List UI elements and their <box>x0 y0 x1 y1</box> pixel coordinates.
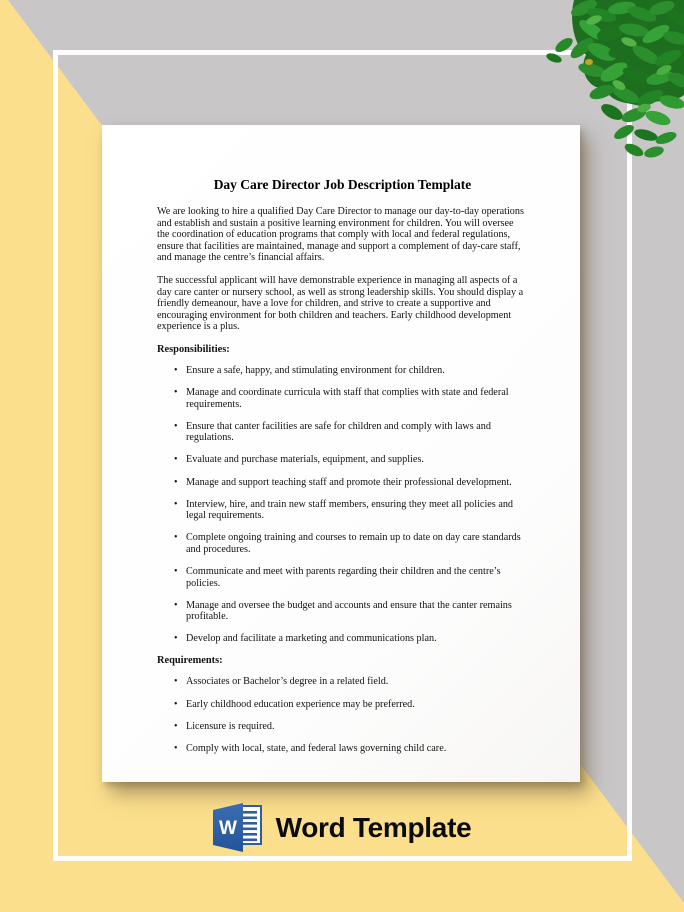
responsibility-item: • Ensure that canter facilities are safe for children and comply with laws and regulations. <box>157 421 528 444</box>
responsibility-item: • Complete ongoing training and courses to remain up to date on day care standards and procedures. <box>157 532 528 555</box>
requirement-item: • Associates or Bachelor’s degree in a related field. <box>157 676 528 688</box>
responsibilities-heading: Responsibilities: <box>157 343 230 355</box>
responsibility-item: • Evaluate and purchase materials, equipment, and supplies. <box>157 454 528 466</box>
document-page <box>102 125 580 782</box>
word-icon <box>213 800 263 856</box>
requirements-heading: Requirements: <box>157 655 223 667</box>
document-title: Day Care Director Job Description Template <box>213 177 472 192</box>
word-icon-letter: W <box>218 818 237 839</box>
responsibility-item: • Communicate and meet with parents regarding their children and the centre’s policies. <box>157 566 528 589</box>
intro-paragraph-1: We are looking to hire a qualified Day Care Director to manage our day-to-day operations and establish and sustain a positive learning environment for children. You will oversee the coordination of education programs that comply with local and federal regulations, ensure that facilities are maintained, manage and support a complement of day-care staff, and manage the centre’s financial affairs. <box>157 206 524 264</box>
document-body <box>157 206 528 754</box>
responsibilities-list <box>157 365 528 645</box>
responsibility-item: • Manage and support teaching staff and promote their professional development. <box>157 477 528 489</box>
responsibility-item: • Develop and facilitate a marketing and communications plan. <box>157 633 528 645</box>
intro-paragraph-2: The successful applicant will have demonstrable experience in managing all aspects of a day care canter or nursery school, as well as strong leadership skills. You should display a friendly demeanour, have a love for children, and strive to create a supportive and encouraging environment for both children and teachers. Early childhood development experience is a plus. <box>157 274 524 333</box>
document-content <box>102 125 580 754</box>
brand-logo <box>0 797 684 859</box>
requirement-item: • Licensure is required. <box>157 721 528 733</box>
responsibility-item: • Manage and coordinate curricula with staff that complies with state and federal requirements. <box>157 387 528 410</box>
plant-decoration-image <box>534 0 684 165</box>
responsibility-item: • Manage and oversee the budget and accounts and ensure that the canter remains profitable. <box>157 600 528 623</box>
requirement-item: • Comply with local, state, and federal laws governing child care. <box>157 743 528 755</box>
requirement-item: • Early childhood education experience may be preferred. <box>157 699 528 711</box>
requirements-list <box>157 676 528 754</box>
responsibility-item: • Ensure a safe, happy, and stimulating environment for children. <box>157 365 528 377</box>
responsibility-item: • Interview, hire, and train new staff members, ensuring they meet all policies and legal requirements. <box>157 499 528 522</box>
brand-logo-text: Word Template <box>275 812 472 843</box>
